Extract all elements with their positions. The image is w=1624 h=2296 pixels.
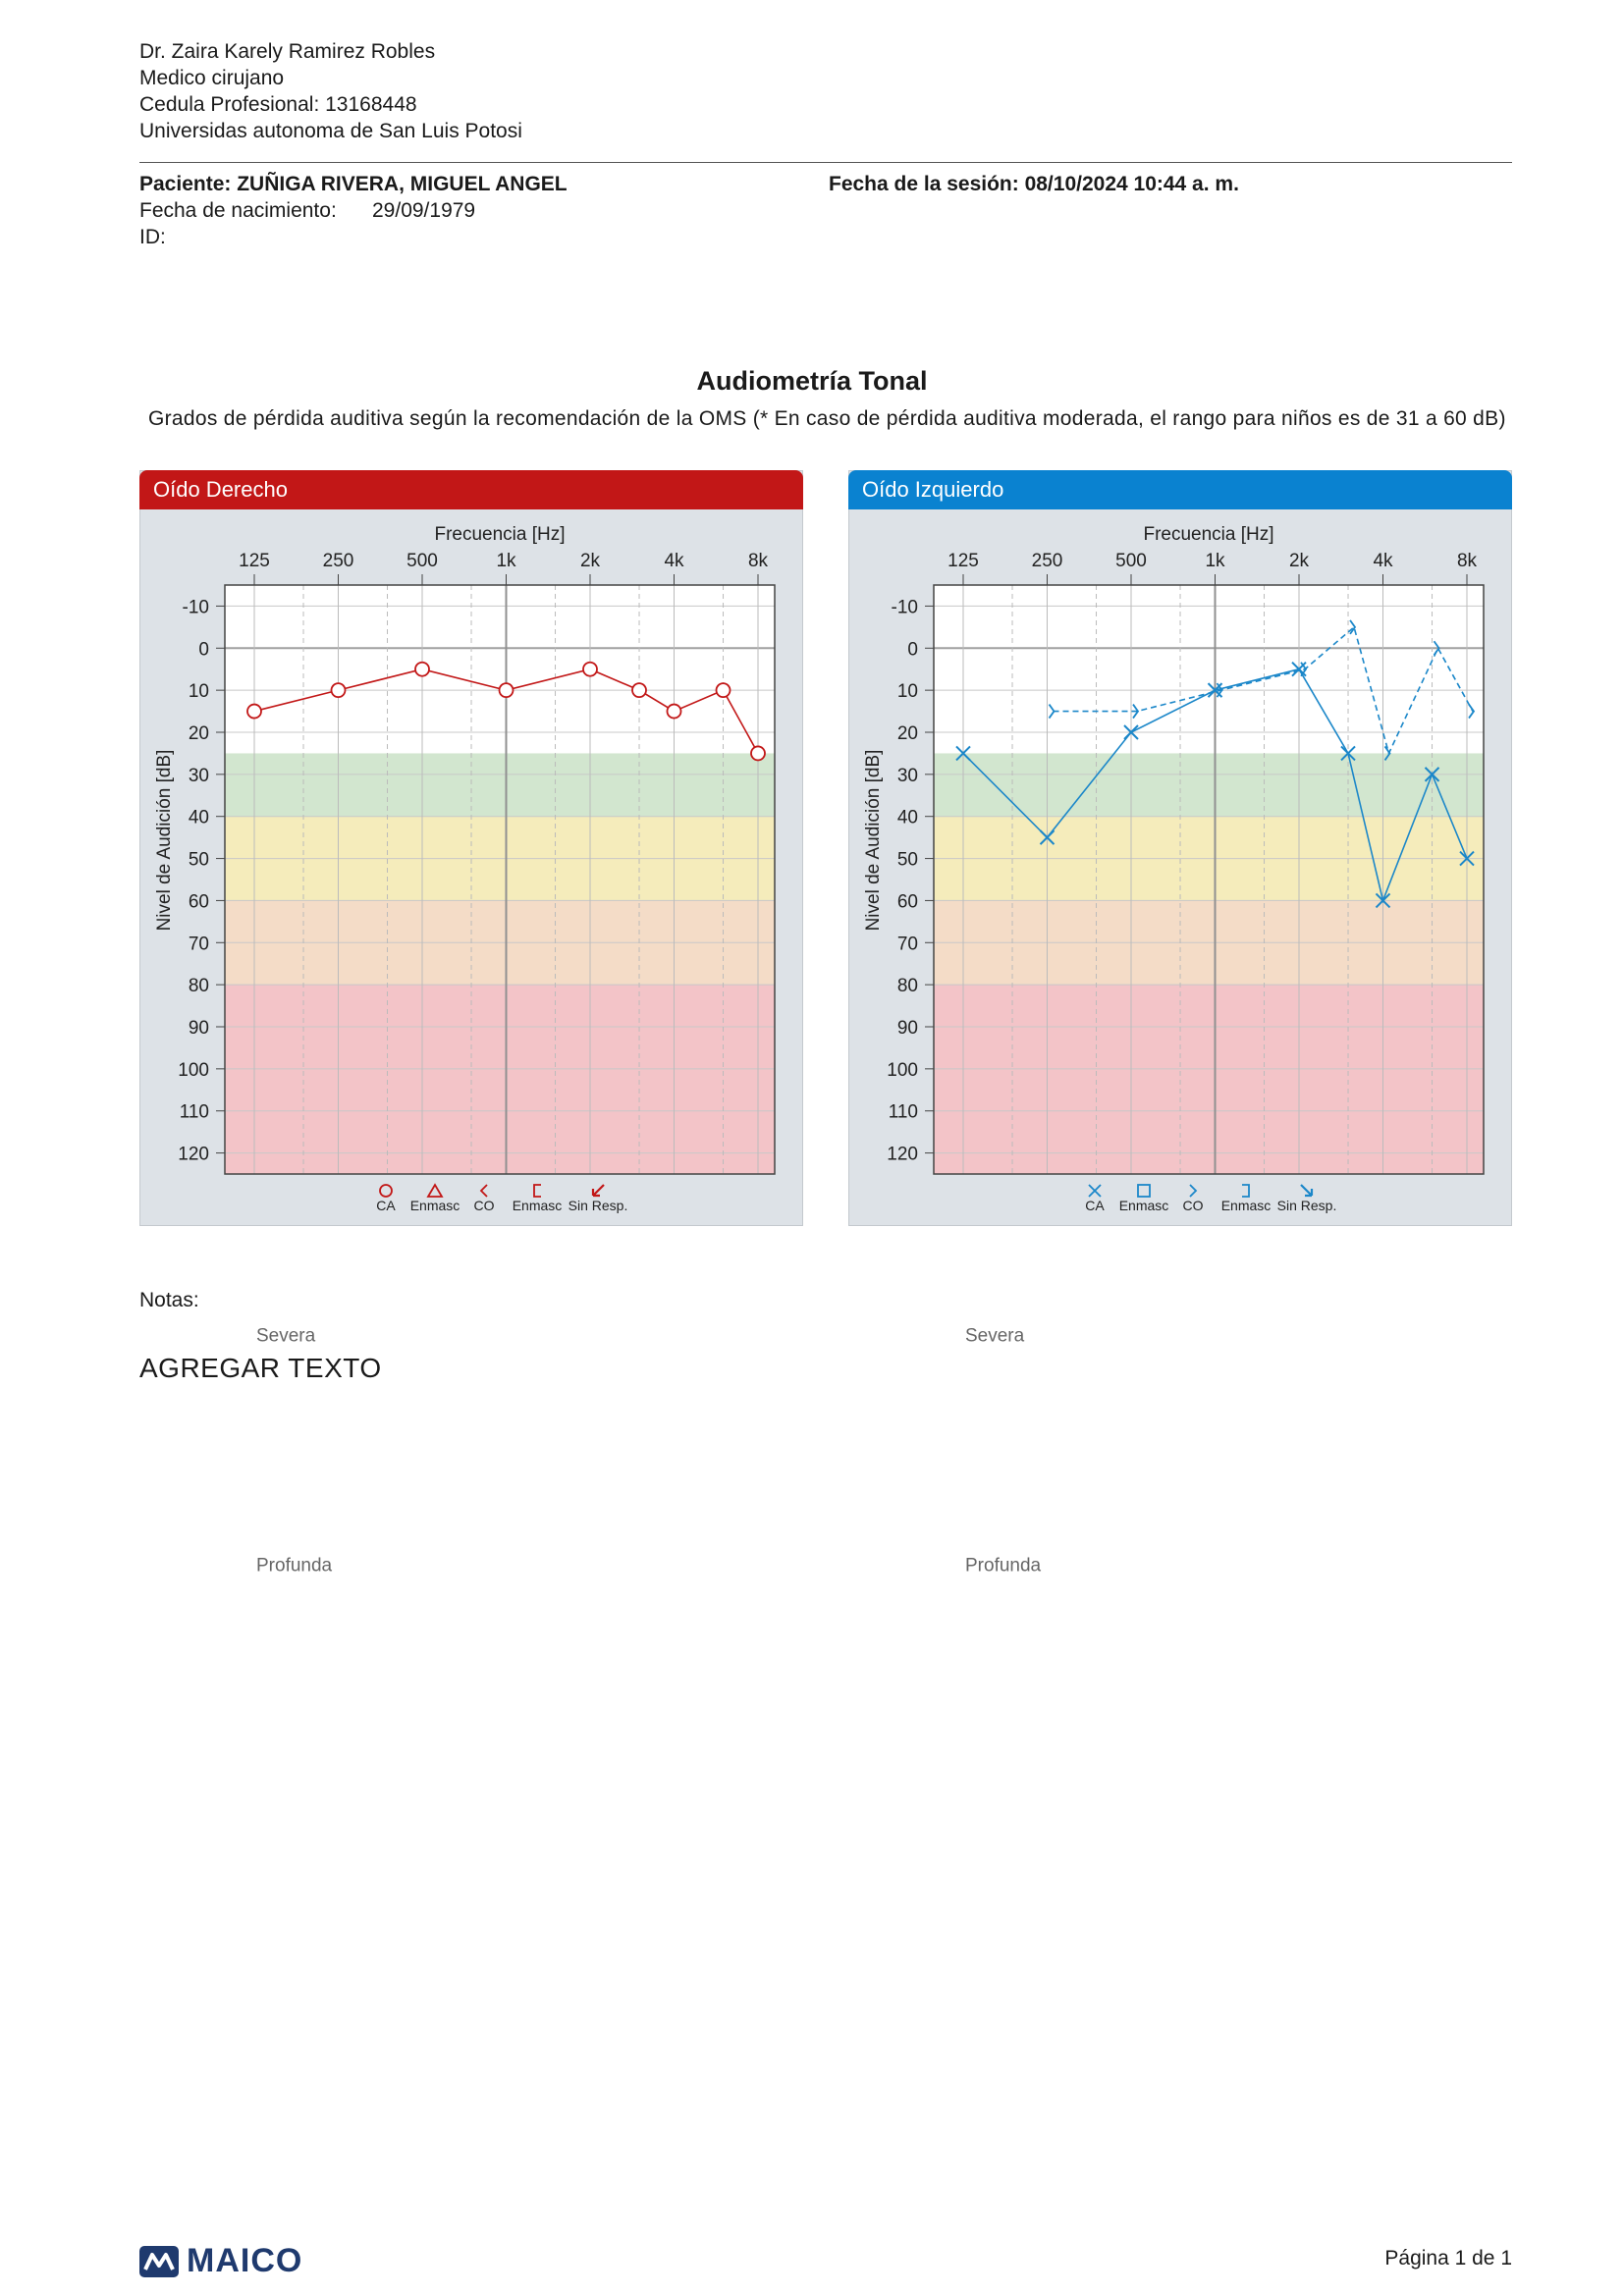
legend-label: CA — [1085, 1198, 1105, 1213]
y-tick-label: 40 — [188, 807, 209, 828]
y-axis-label: Nivel de Audición [dB] — [863, 749, 884, 932]
y-axis-label: Nivel de Audición [dB] — [154, 749, 175, 932]
data-point-ca — [632, 683, 646, 697]
doctor-license: Cedula Profesional: 13168448 — [139, 93, 417, 116]
dob-label: Fecha de nacimiento: — [139, 199, 337, 222]
y-tick-label: 40 — [896, 807, 918, 828]
x-tick-label: 1k — [496, 551, 516, 571]
y-tick-label: 60 — [188, 891, 209, 913]
doctor-name: Dr. Zaira Karely Ramirez Robles — [139, 40, 436, 63]
legend-arrow-icon — [1301, 1185, 1312, 1196]
x-tick-label: 4k — [1373, 551, 1393, 571]
dob-value: 29/09/1979 — [372, 199, 476, 222]
zone-label: Profunda — [256, 1555, 333, 1576]
x-tick-label: 2k — [1288, 551, 1310, 571]
left-ear-audiogram — [849, 509, 1513, 1576]
y-tick-label: 50 — [188, 849, 209, 871]
zone-band — [934, 985, 1484, 1174]
y-tick-label: 90 — [188, 1018, 209, 1039]
legend-label: CO — [473, 1198, 495, 1213]
legend-cross-icon — [1089, 1185, 1101, 1197]
legend-label: Sin Resp. — [1276, 1198, 1337, 1213]
zone-label: Profunda — [965, 1555, 1042, 1576]
legend-circle-icon — [380, 1185, 392, 1197]
legend-bracket-left-icon — [534, 1185, 541, 1197]
y-tick-label: 20 — [896, 723, 918, 744]
x-axis-label: Frecuencia [Hz] — [434, 524, 566, 545]
right-ear-title: Oído Derecho — [139, 470, 803, 509]
y-tick-label: 120 — [887, 1144, 918, 1165]
legend-label: CO — [1182, 1198, 1204, 1213]
y-tick-label: 70 — [896, 934, 918, 955]
patient-name: Paciente: ZUÑIGA RIVERA, MIGUEL ANGEL — [139, 173, 568, 195]
data-point-ca — [332, 683, 346, 697]
zone-label: Severa — [256, 1325, 316, 1347]
doctor-university: Universidas autonoma de San Luis Potosi — [139, 120, 522, 142]
y-tick-label: 60 — [896, 891, 918, 913]
y-tick-label: 110 — [179, 1101, 209, 1123]
x-tick-label: 500 — [406, 551, 438, 571]
x-tick-label: 8k — [747, 551, 769, 571]
maico-logo-text: MAICO — [187, 2242, 303, 2279]
x-tick-label: 250 — [1031, 551, 1063, 571]
patient-id-label: ID: — [139, 226, 166, 248]
x-tick-label: 8k — [1456, 551, 1478, 571]
legend-chevron-right-icon — [1190, 1185, 1196, 1197]
maico-logo — [139, 2242, 302, 2280]
notes-label: Notas: — [139, 1289, 199, 1311]
y-tick-label: 100 — [887, 1059, 918, 1081]
section-title: Audiometría Tonal — [696, 366, 928, 396]
zone-band — [225, 985, 775, 1174]
x-tick-label: 250 — [322, 551, 354, 571]
page-number: Página 1 de 1 — [1384, 2247, 1512, 2269]
data-point-ca — [751, 746, 765, 760]
data-point-ca — [247, 705, 261, 719]
legend-label: Enmasc — [512, 1198, 563, 1213]
legend-square-icon — [1138, 1185, 1150, 1197]
y-tick-label: 20 — [188, 723, 209, 744]
doctor-specialty: Medico cirujano — [139, 67, 285, 89]
y-tick-label: 30 — [896, 765, 918, 786]
data-point-ca — [583, 663, 597, 676]
maico-logo-icon — [139, 2246, 179, 2277]
x-tick-label: 1k — [1205, 551, 1225, 571]
x-tick-label: 125 — [239, 551, 270, 571]
legend-triangle-icon — [428, 1185, 442, 1197]
legend-label: Enmasc — [409, 1198, 460, 1213]
legend-chevron-left-icon — [481, 1185, 487, 1197]
legend-arrow-icon — [593, 1185, 604, 1196]
legend-bracket-right-icon — [1242, 1185, 1249, 1197]
x-tick-label: 500 — [1115, 551, 1147, 571]
session-date: Fecha de la sesión: 08/10/2024 10:44 a. m. — [829, 173, 1239, 195]
y-tick-label: 100 — [178, 1059, 209, 1081]
y-tick-label: 80 — [896, 976, 918, 997]
data-point-ca — [717, 683, 731, 697]
y-tick-label: 120 — [178, 1144, 209, 1165]
data-point-ca — [500, 683, 514, 697]
x-tick-label: 4k — [664, 551, 684, 571]
y-tick-label: 30 — [188, 765, 209, 786]
y-tick-label: 10 — [896, 681, 918, 703]
y-tick-label: 110 — [888, 1101, 918, 1123]
left-ear-panel — [848, 470, 1512, 1576]
legend-label: Enmasc — [1220, 1198, 1272, 1213]
y-tick-label: 50 — [896, 849, 918, 871]
x-axis-label: Frecuencia [Hz] — [1143, 524, 1274, 545]
data-point-ca — [668, 705, 681, 719]
legend-label: CA — [376, 1198, 396, 1213]
y-tick-label: 10 — [188, 681, 209, 703]
y-tick-label: -10 — [891, 597, 918, 618]
y-tick-label: 70 — [188, 934, 209, 955]
zone-label: Severa — [965, 1325, 1025, 1347]
legend-label: Enmasc — [1118, 1198, 1169, 1213]
y-tick-label: -10 — [182, 597, 209, 618]
notes-text[interactable]: AGREGAR TEXTO — [139, 1353, 382, 1383]
y-tick-label: 0 — [907, 639, 918, 661]
x-tick-label: 2k — [579, 551, 601, 571]
y-tick-label: 90 — [896, 1018, 918, 1039]
y-tick-label: 80 — [188, 976, 209, 997]
left-ear-title: Oído Izquierdo — [848, 470, 1512, 509]
header-divider — [139, 162, 1512, 163]
legend-label: Sin Resp. — [568, 1198, 628, 1213]
zone-band — [225, 753, 775, 816]
section-description: Grados de pérdida auditiva según la recomendación de la OMS (* En caso de pérdida auditiva moderada, el rango para niños es de 31 a 60 dB) — [148, 407, 1506, 430]
y-tick-label: 0 — [198, 639, 209, 661]
x-tick-label: 125 — [947, 551, 979, 571]
data-point-ca — [415, 663, 429, 676]
